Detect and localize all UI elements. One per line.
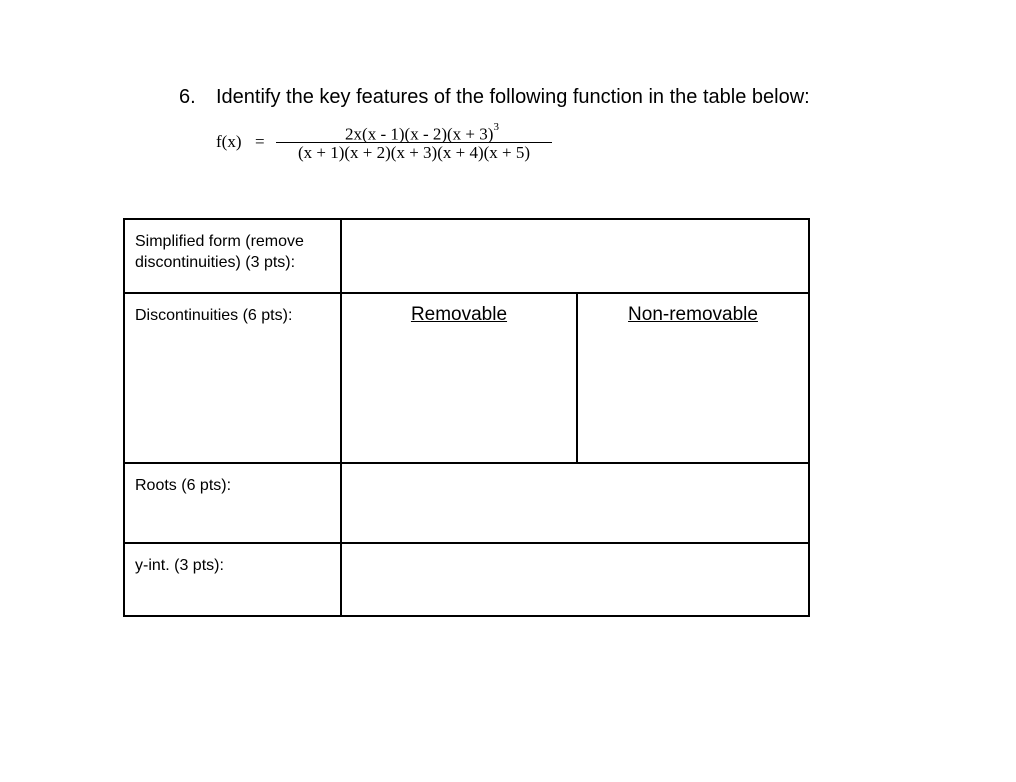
function-formula: [216, 118, 561, 170]
roots-answer[interactable]: [342, 464, 808, 542]
features-table: [123, 218, 810, 617]
removable-answer[interactable]: [342, 330, 576, 462]
question-number: 6.: [179, 86, 196, 108]
function-name: f(x): [216, 132, 242, 151]
non-removable-answer[interactable]: [578, 330, 808, 462]
numerator-exponent: 3: [493, 121, 499, 133]
non-removable-header: Non-removable: [628, 304, 758, 325]
denominator: (x + 1)(x + 2)(x + 3)(x + 4)(x + 5): [297, 143, 531, 162]
question-prompt: [179, 86, 810, 109]
question-text: Identify the key features of the following function in the table below:: [216, 86, 810, 108]
discontinuities-label: Discontinuities (6 pts):: [135, 307, 293, 324]
simplified-form-answer[interactable]: [342, 220, 808, 292]
equals-sign: =: [255, 132, 265, 151]
roots-label: Roots (6 pts):: [135, 477, 232, 494]
y-intercept-answer[interactable]: [342, 544, 808, 615]
y-intercept-label: y-int. (3 pts):: [135, 557, 224, 574]
removable-header: Removable: [410, 304, 508, 325]
fraction: [276, 118, 552, 165]
numerator-text: 2x(x - 1)(x - 2)(x + 3): [345, 124, 494, 144]
simplified-form-label: Simplified form (remove discontinuities) (3 pts):: [135, 233, 304, 271]
numerator: [276, 118, 552, 142]
